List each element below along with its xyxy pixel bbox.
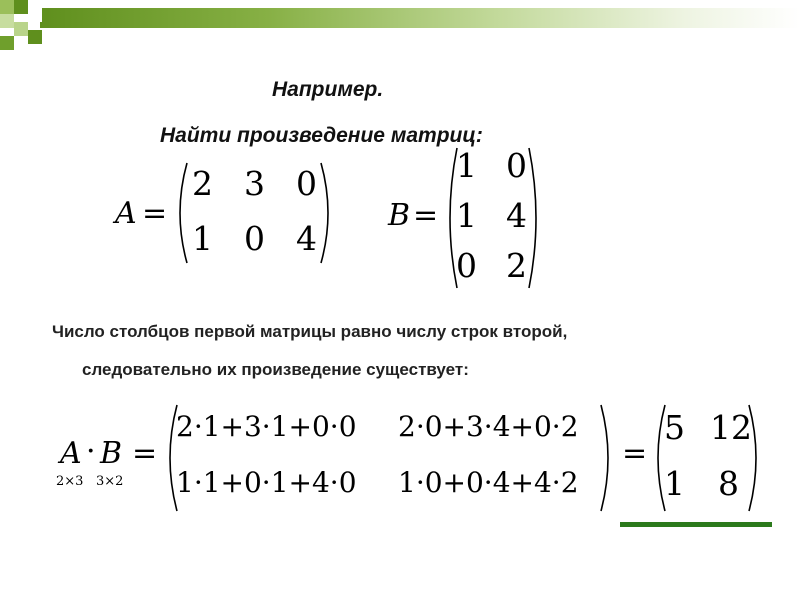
matrix-a-cell: 1 (192, 219, 213, 258)
matrix-b-cell: 1 (456, 196, 477, 235)
matrix-b-cell: 4 (506, 196, 527, 235)
matrix-a-cell: 0 (244, 219, 265, 258)
deco-square (0, 36, 14, 50)
product-equals-2: = (622, 436, 648, 471)
product-lhs-b: B (100, 436, 123, 471)
dimension-a: 2×3 (56, 474, 84, 489)
matrix-b-cell: 0 (506, 146, 527, 185)
example-heading: Например. (272, 78, 384, 101)
expanded-right-paren (598, 402, 618, 514)
explanation-line-1: Число столбцов первой матрицы равно числу строк второй, (52, 322, 568, 341)
matrix-a-cell: 4 (296, 219, 317, 258)
expanded-cell: 2·0+3·4+0·2 (398, 410, 579, 443)
explanation-line-2: следовательно их произведение существует: (82, 360, 469, 379)
dimension-b: 3×2 (96, 474, 124, 489)
deco-square (28, 8, 42, 22)
matrix-b-cell: 0 (456, 246, 477, 285)
task-heading: Найти произведение матриц: (160, 124, 483, 147)
expanded-cell: 1·0+0·4+4·2 (398, 466, 579, 499)
deco-square (0, 0, 14, 14)
product-equals-1: = (132, 436, 158, 471)
matrix-b-name: B (388, 198, 411, 233)
matrix-a-cell: 2 (192, 164, 213, 203)
result-cell: 1 (664, 464, 685, 503)
matrix-b-cell: 2 (506, 246, 527, 285)
matrix-b-cell: 1 (456, 146, 477, 185)
deco-square (14, 0, 28, 14)
result-cell: 12 (710, 408, 752, 447)
matrix-a-right-paren (318, 160, 338, 266)
matrix-a-left-paren (170, 160, 190, 266)
matrix-b-equals: = (413, 198, 439, 233)
matrix-a-cell: 3 (244, 164, 265, 203)
result-cell: 5 (664, 408, 685, 447)
green-gradient-bar (40, 8, 800, 28)
deco-square (28, 30, 42, 44)
deco-square (0, 14, 14, 28)
expanded-cell: 2·1+3·1+0·0 (176, 410, 357, 443)
matrix-a-name: A (115, 196, 137, 231)
result-underline (620, 522, 772, 527)
result-cell: 8 (718, 464, 739, 503)
result-right-paren (746, 402, 766, 514)
matrix-a-equals: = (142, 196, 168, 231)
product-lhs-a: A (60, 436, 82, 471)
expanded-cell: 1·1+0·1+4·0 (176, 466, 357, 499)
deco-square (14, 22, 28, 36)
product-dot: · (86, 434, 96, 469)
matrix-a-cell: 0 (296, 164, 317, 203)
matrix-b-right-paren (526, 145, 546, 291)
